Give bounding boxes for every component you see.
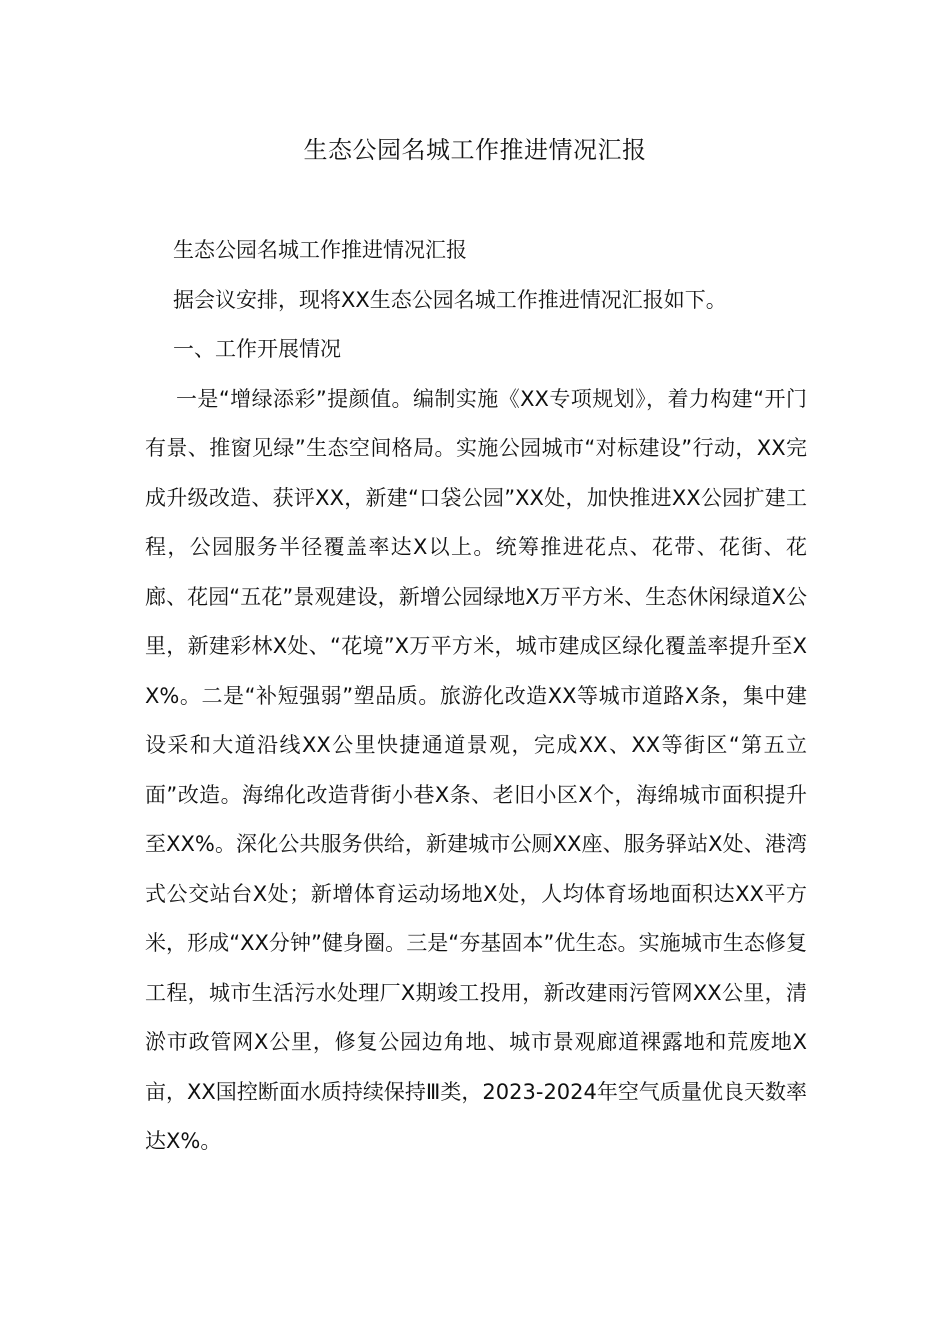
document-body bbox=[145, 226, 807, 1167]
document-title: 生态公园名城工作推进情况汇报 bbox=[303, 136, 647, 164]
section-heading: 一、工作开展情况 bbox=[173, 337, 341, 361]
body-paragraph-subtitle: 生态公园名城工作推进情况汇报 bbox=[173, 238, 467, 262]
body-paragraph-intro: 据会议安排，现将XX生态公园名城工作推进情况汇报如下。 bbox=[173, 287, 727, 312]
body-paragraph-main: 一是“增绿添彩”提颜值。编制实施《XX专项规划》，着力构建“开门有景、推窗见绿”生态空间格局。实施公园城市“对标建设”行动，XX完成升级改造、获评XX，新建“口袋公园”XX处，加快推进XX公园扩建工程，公园服务半径覆盖率达X以上。统筹推进花点、花带、花街、花廊、花园“五花”景观建设，新增公园绿地X万平方米、生态休闲绿道X公里，新建彩林X处、“花境”X万平方米，城市建成区绿化覆盖率提升至XX%。二是“补短强弱”塑品质。旅游化改造XX等城市道路X条，集中建设采和大道沿线XX公里快捷通道景观，完成XX、XX等街区“第五立面”改造。海绵化改造背街小巷X条、老旧小区X个，海绵城市面积提升至XX%。深化公共服务供给，新建城市公厕XX座、服务驿站X处、港湾式公交站台X处；新增体育运动场地X处，人均体育场地面积达XX平方米，形成“XX分钟”健身圈。三是“夯基固本”优生态。实施城市生态修复工程，城市生活污水处理厂X期竣工投用，新改建雨污管网XX公里，清淤市政管网X公里，修复公园边角地、城市景观廊道裸露地和荒废地X亩，XX国控断面水质持续保持Ⅲ类，2023-2024年空气质量优良天数率达X%。 bbox=[145, 386, 807, 1153]
